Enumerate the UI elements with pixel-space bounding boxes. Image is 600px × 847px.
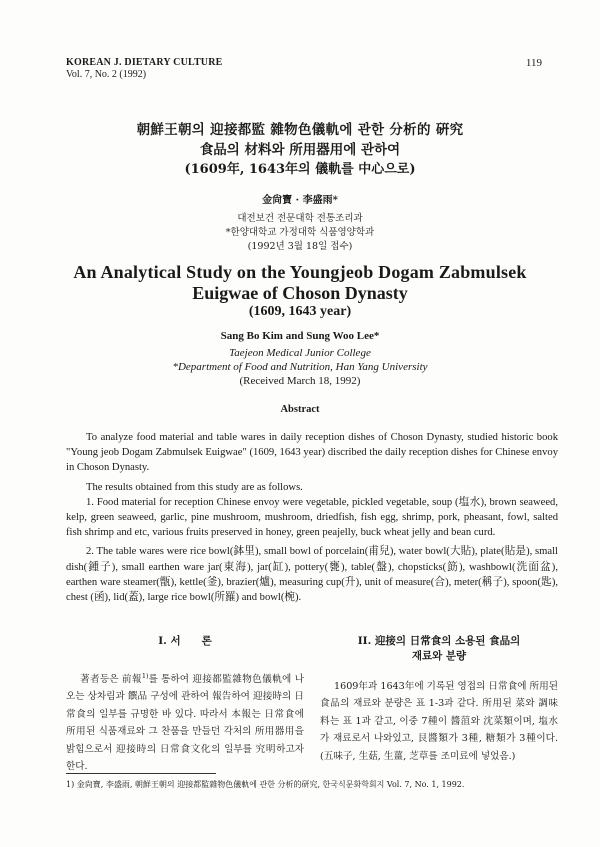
abstract-paragraph-1: To analyze food material and table wares in daily reception dishes of Choson Dynasty, studied historic book "Young jeob Dogam Zabmulsek Euigwae" (1609, 1643 year) discribed the daily reception dishes for Chinese envoy in Choson Dynasty.: [66, 432, 558, 474]
section-1-body: [66, 671, 304, 775]
reference-marker: 1): [141, 671, 149, 680]
english-title-line3: (1609, 1643 year): [248, 304, 352, 319]
english-received-date: (Received March 18, 1992): [239, 375, 361, 387]
korean-affiliation-2: *한양대학교 가정대학 식품영양학과: [225, 227, 375, 238]
footnote: 1) 金尙寶, 李盛雨, 朝鮮王朝의 迎接都監雜物色儀軌에 관한 分析的研究, 한국식문화학회지 Vol. 7, No. 1, 1992.: [66, 780, 465, 789]
abstract-body: [66, 430, 558, 605]
korean-title-line2: 食品의 材料와 所用器用에 관하여: [199, 142, 401, 158]
section-1-text-a: 著者등은 前報: [80, 674, 142, 685]
korean-affiliation-1: 대전보건 전문대학 전통조리과: [237, 213, 363, 224]
section-2-body: 1609年과 1643年에 기록된 영접의 日常食에 所用된 食品의 재료와 분량은 표 1-3과 같다. 所用된 菜와 調味料는 표 1과 같고, 이중 7種이 醬菹와 沈菜類이며, 塩水가 재료로서 나와있고, 艮醬類가 3種, 糖類가 3種이다. (五味子, 生菇, 生薑, 芝草를 조미료에 넣었음.): [320, 681, 558, 762]
english-title-line2: Euigwae of Choson Dynasty: [192, 283, 408, 303]
korean-title-line3: (1609年, 1643年의 儀軌를 中心으로): [184, 162, 416, 177]
journal-volume: Vol. 7, No. 2 (1992): [66, 69, 147, 80]
korean-title-line1: 朝鮮王朝의 迎接都監 雜物色儀軌에 관한 分析的 硏究: [136, 122, 464, 138]
abstract-heading: Abstract: [280, 404, 320, 415]
journal-header: [66, 57, 223, 81]
english-affiliation-2: *Department of Food and Nutrition, Han Yang University: [172, 361, 428, 373]
section-2-heading: [320, 634, 558, 664]
right-column: [320, 634, 558, 765]
footnote-divider: [66, 773, 216, 774]
abstract-paragraph-3: 1. Food material for reception Chinese envoy were vegetable, pickled vegetable, soup (塩水), brown seaweed, kelp, green seaweed, garlic, pine mushroom, mushroom, driedfish, fish egg, shrimp, pork, pheasant, fowl, salted fish shrimp and etc, various fruits preserved in honey, green peajelly, buck wheat jelly and bean curd.: [66, 496, 558, 539]
left-column: [66, 634, 304, 775]
page-number: 119: [525, 57, 542, 69]
section-2-heading-line1: II. 迎接의 日常食의 소용된 食品의: [357, 635, 521, 647]
english-affiliation-1: Taejeon Medical Junior College: [229, 347, 371, 359]
section-1-heading: I. 서 론: [158, 635, 212, 647]
section-1-text-b: 를 통하여 迎接都監雜物色儀軌에 나오는 상차림과 饌品 구성에 관하여 報告하여 迎接時의 日常食의 일부를 규명한 바 있다. 따라서 本報는 日常食에 所用된 식품재료와 그 찬품을 만들던 각처의 所用器用을 밝힘으로서 迎接時의 日常食文化의 일부를 究明하고자 한다.: [66, 674, 304, 773]
journal-name: KOREAN J. DIETARY CULTURE: [66, 57, 223, 68]
english-title-line1: An Analytical Study on the Youngjeob Dogam Zabmulsek: [73, 262, 527, 282]
english-authors: Sang Bo Kim and Sung Woo Lee*: [220, 330, 380, 342]
korean-authors: 金尙寶 · 李盛雨*: [262, 195, 338, 206]
section-2-heading-line2: 재료와 분량: [411, 650, 467, 662]
abstract-paragraph-4: 2. The table wares were rice bowl(鉢里), small bowl of porcelain(甫兒), water bowl(大貼), plate(貼是), small dish(鍾子), small earthen ware jar(東海), jar(缸), pottery(甕), table(盤), chopsticks(筯), washbowl(洗面盆), earthen ware steamer(甑), kettle(釜), brazier(爐), measuring cup(升), unit of measure(合), meter(稱子), spoon(匙), chest (函), lid(蓋), large rice bowl(所羅) and bowl(椀).: [66, 546, 558, 604]
korean-received-date: (1992년 3월 18일 접수): [247, 241, 353, 252]
abstract-paragraph-2: The results obtained from this study are as follows.: [86, 481, 303, 493]
